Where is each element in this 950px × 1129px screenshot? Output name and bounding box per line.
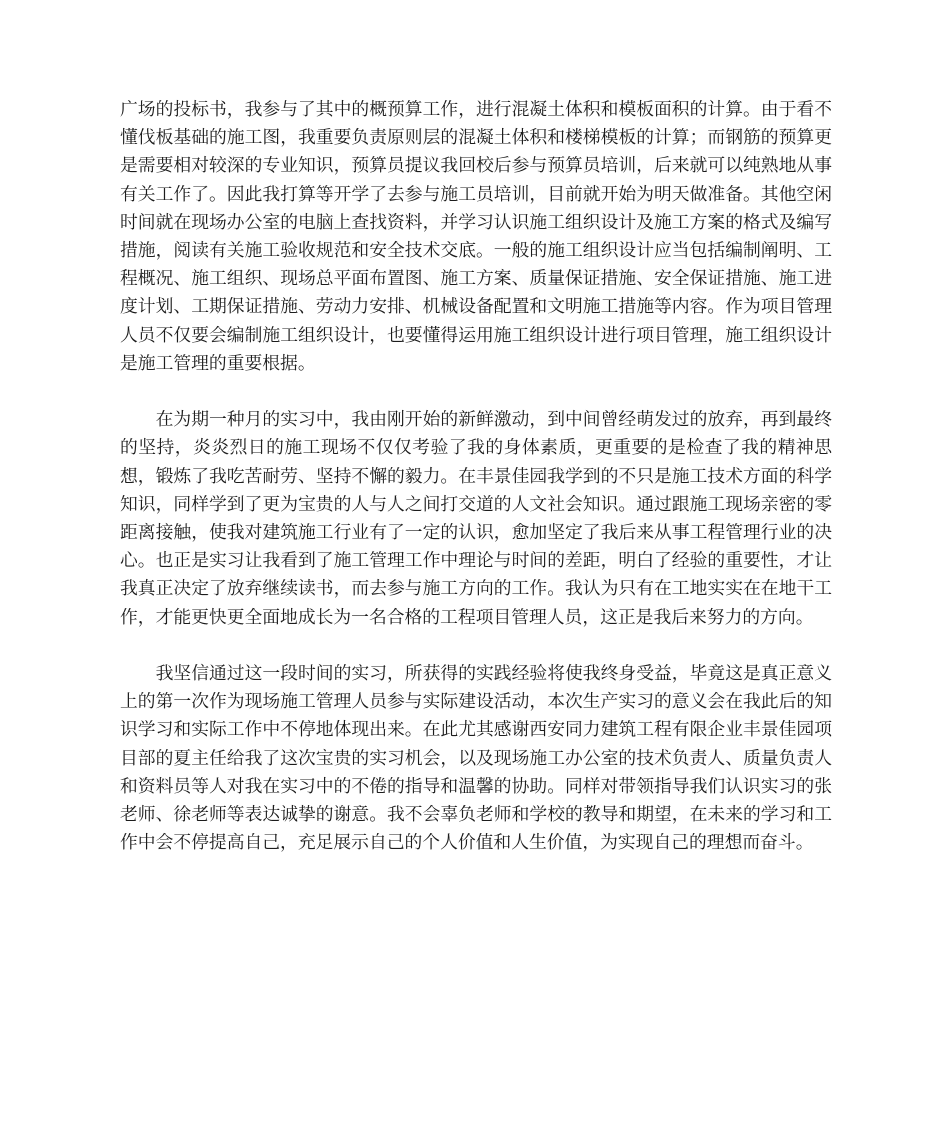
document-page (120, 96, 832, 857)
paragraph-internship-reflection: 在为期一种月的实习中，我由刚开始的新鲜激动，到中间曾经萌发过的放弃，再到最终的坚持，炎炎烈日的施工现场不仅仅考验了我的身体素质，更重要的是检查了我的精神思想，锻炼了我吃苦耐劳、坚持不懈的毅力。在丰景佳园我学到的不只是施工技术方面的科学知识，同样学到了更为宝贵的人与人之间打交道的人文社会知识。通过跟施工现场亲密的零距离接触，使我对建筑施工行业有了一定的认识，愈加坚定了我后来从事工程管理行业的决心。也正是实习让我看到了施工管理工作中理论与时间的差距，明白了经验的重要性，才让我真正决定了放弃继续读书，而去参与施工方向的工作。我认为只有在工地实实在在地干工作，才能更快更全面地成长为一名合格的工程项目管理人员，这正是我后来努力的方向。 (120, 409, 832, 628)
paragraph-continued: 广场的投标书，我参与了其中的概预算工作，进行混凝土体积和模板面积的计算。由于看不懂伐板基础的施工图，我重要负责原则层的混凝土体积和楼梯模板的计算；而钢筋的预算更是需要相对较深的专业知识，预算员提议我回校后参与预算员培训，后来就可以纯熟地从事有关工作了。因此我打算等开学了去参与施工员培训，目前就开始为明天做准备。其他空闲时间就在现场办公室的电脑上查找资料，并学习认识施工组织设计及施工方案的格式及编写措施，阅读有关施工验收规范和安全技术交底。一般的施工组织设计应当包括编制阐明、工程概况、施工组织、现场总平面布置图、施工方案、质量保证措施、安全保证措施、施工进度计划、工期保证措施、劳动力安排、机械设备配置和文明施工措施等内容。作为项目管理人员不仅要会编制施工组织设计，也要懂得运用施工组织设计进行项目管理，施工组织设计是施工管理的重要根据。 (120, 99, 832, 374)
paragraph-acknowledgements: 我坚信通过这一段时间的实习，所获得的实践经验将使我终身受益，毕竟这是真正意义上的第一次作为现场施工管理人员参与实际建设活动，本次生产实习的意义会在我此后的知识学习和实际工作中不停地体现出来。在此尤其感谢西安同力建筑工程有限企业丰景佳园项目部的夏主任给我了这次宝贵的实习机会，以及现场施工办公室的技术负责人、质量负责人和资料员等人对我在实习中的不倦的指导和温馨的协助。同样对带领指导我们认识实习的张老师、徐老师等表达诚挚的谢意。我不会辜负老师和学校的教导和期望，在未来的学习和工作中会不停提高自己，充足展示自己的个人价值和人生价值，为实现自己的理想而奋斗。 (120, 663, 832, 854)
